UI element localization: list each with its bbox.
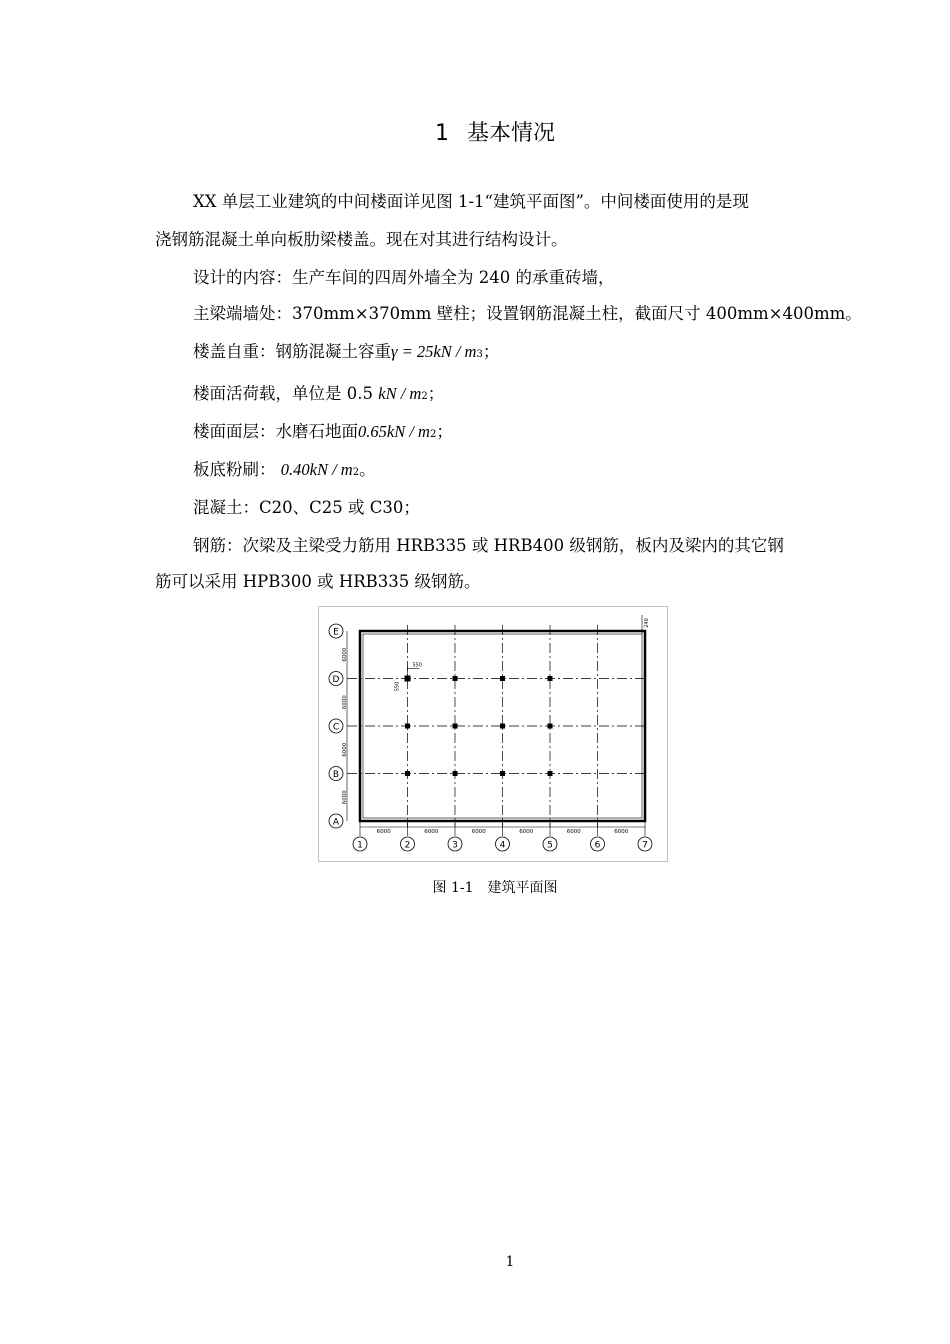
paragraph-1-line-2: 浇钢筋混凝土单向板肋梁楼盖。现在对其进行结构设计。 [155,230,568,249]
axis-label-5: 5 [547,840,553,851]
figure-caption [0,877,950,897]
column-B3 [453,771,458,776]
column-D3 [453,676,458,681]
column-B4 [500,771,505,776]
axis-label-4: 4 [499,840,506,851]
self-weight-label: 楼盖自重：钢筋混凝土容重 [193,342,391,361]
span-dimension: 6000 [342,790,348,805]
bay-dimension: 6000 [424,829,439,835]
column-C3 [453,724,458,729]
detail-dim-vertical: 550 [394,681,401,692]
column-B5 [548,771,553,776]
paragraph-rebar-line-2: 筋可以采用 HPB300 或 HRB335 级钢筋。 [155,572,481,591]
paragraph-concrete: 混凝土：C20、C25 或 C30； [193,498,420,517]
axis-label-B: B [332,769,340,780]
live-load-label: 楼面活荷载，单位是 0.5 [193,384,373,403]
floor-plan-drawing [319,607,667,861]
caption-text: 建筑平面图 [487,880,558,896]
axis-label-6: 6 [594,840,601,851]
column-D4 [500,676,505,681]
ceiling-plaster-value: 0.40kN / m [280,460,353,479]
floor-finish-label: 楼面面层：水磨石地面 [193,422,358,441]
bay-dimension: 6000 [376,829,391,835]
bay-dimension: 6000 [471,829,486,835]
paragraph-live-load [193,384,883,407]
paragraph-rebar-line-1: 钢筋：次梁及主梁受力筋用 HRB335 或 HRB400 级钢筋，板内及梁内的其它钢 [193,536,784,555]
ceiling-plaster-period: 。 [359,460,376,479]
floor-finish-exponent: 2 [429,429,437,440]
axis-label-2: 2 [404,840,411,851]
floor-plan-figure [318,606,668,862]
axis-label-A: A [332,817,340,828]
floor-finish-value: 0.65kN / m [358,422,430,441]
axis-label-7: 7 [642,840,648,851]
axis-label-1: 1 [357,840,363,851]
live-load-exponent: 2 [421,391,428,402]
column-C4 [500,724,505,729]
paragraph-self-weight [193,342,883,365]
page-number: 1 [505,1254,515,1270]
span-dimension: 6000 [342,742,348,757]
bay-dimension: 6000 [566,829,581,835]
axis-label-E: E [333,627,339,638]
column-C5 [548,724,553,729]
self-weight-semicolon: ； [482,342,500,361]
live-load-semicolon: ； [427,384,445,403]
bay-dimension: 6000 [519,829,534,835]
bay-dimension: 6000 [614,829,629,835]
column-D5 [548,676,553,681]
paragraph-1-line-1: XX 单层工业建筑的中间楼面详见图 1-1“建筑平面图”。中间楼面使用的是现 [193,192,749,211]
caption-label: 图 1-1 [432,880,474,896]
paragraph-floor-finish [193,422,883,445]
axis-label-3: 3 [452,840,458,851]
paragraph-columns: 主梁端墙处：370mm×370mm 壁柱；设置钢筋混凝土柱，截面尺寸 400mm×400mm。 [193,304,862,323]
self-weight-value: γ = 25kN / m [391,342,477,361]
column-C2 [405,724,410,729]
self-weight-exponent: 3 [476,349,483,360]
axis-label-D: D [332,674,340,685]
ceiling-plaster-label: 板底粉刷： [193,460,276,479]
heading-text: 基本情况 [466,121,555,146]
section-heading [0,116,950,147]
heading-number: 1 [434,121,449,146]
floor-finish-semicolon: ； [436,422,453,441]
paragraph-design-content: 设计的内容：生产车间的四周外墙全为 240 的承重砖墙， [193,268,615,287]
axis-label-C: C [332,722,340,733]
span-dimension: 6000 [342,647,348,662]
column-detail [405,676,411,682]
column-B2 [405,771,410,776]
span-dimension: 6000 [342,695,348,710]
wall-thickness-note: 240 [644,618,650,628]
live-load-value: kN / m [378,384,422,403]
detail-dim-horizontal: 550 [412,662,423,669]
ceiling-plaster-exponent: 2 [352,467,360,478]
paragraph-ceiling-plaster [193,460,883,483]
